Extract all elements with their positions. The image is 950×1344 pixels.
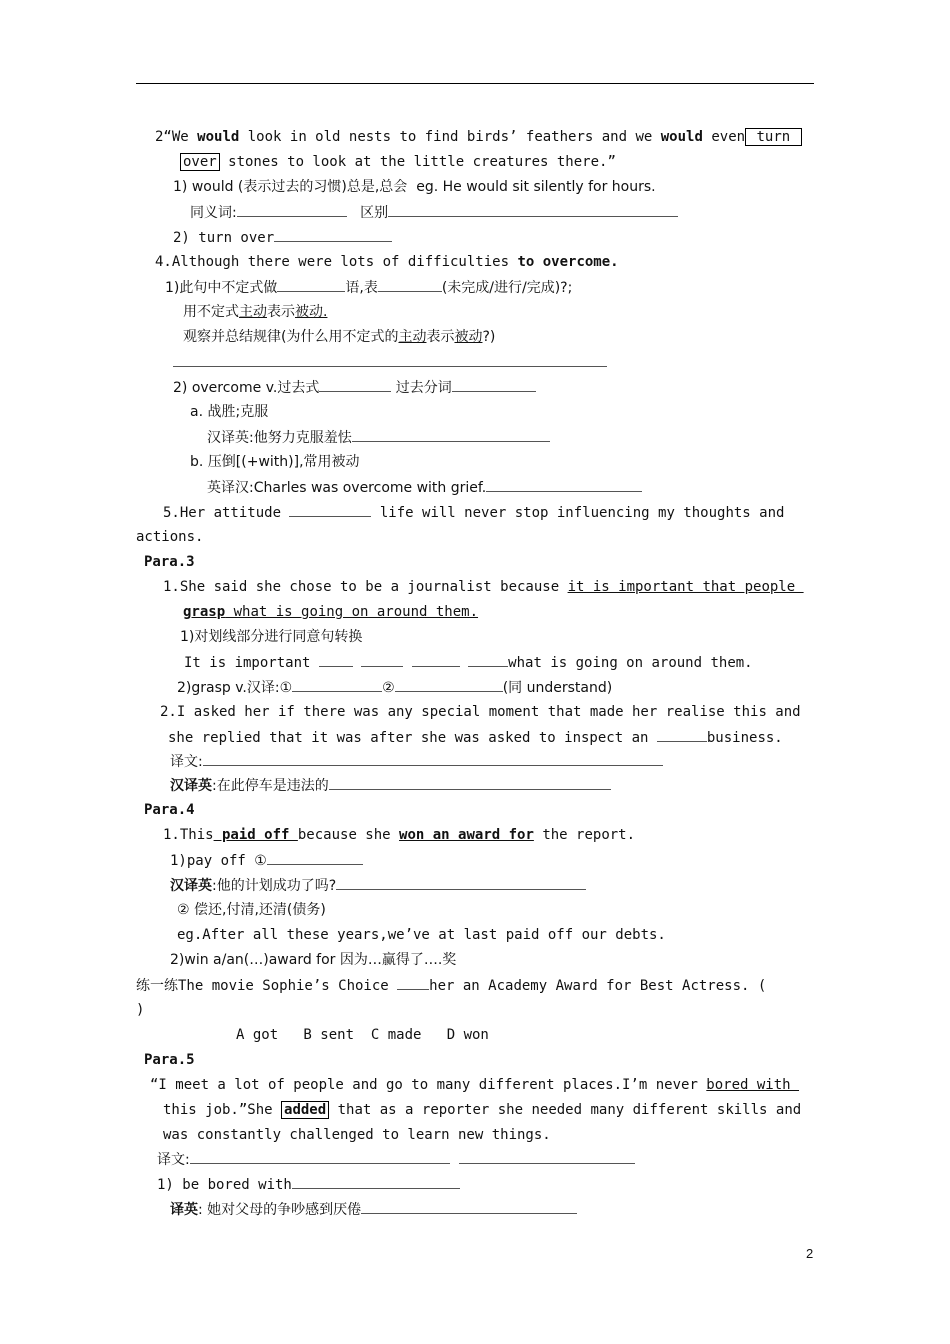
para5-line2: this job.”She added that as a reporter she needed many different skills and: [163, 1102, 802, 1118]
q2-synonyms: 同义词: 区别: [190, 202, 678, 223]
boxed-phrase: turn: [745, 128, 802, 146]
para3-title: Para.3: [144, 554, 195, 570]
boxed-phrase: over: [180, 153, 220, 171]
q2-line2: over stones to look at the little creatures there.”: [180, 152, 616, 172]
para5-title: Para.5: [144, 1052, 195, 1068]
para4-example: eg.After all these years,we’ve at last paid off our debts.: [177, 927, 666, 943]
q4-line1: 4.Although there were lots of difficulties to overcome.: [155, 254, 619, 270]
q2-sub1: 1) would (表示过去的习惯)总是,总会 eg. He would sit silently for hours.: [173, 179, 656, 195]
para5-translation: 译文:: [157, 1149, 635, 1170]
q4-observe: 观察并总结规律(为什么用不定式的主动表示被动?): [183, 329, 496, 345]
para4-q1: 1.This paid off because she won an award for the report.: [163, 827, 636, 843]
para3-sub2: 2)grasp v.汉译:① ② (同 understand): [177, 677, 612, 698]
q4-meaning-b: b. 压倒[(+with)],常用被动: [190, 454, 360, 470]
para5-line3: was constantly challenged to learn new things.: [163, 1127, 551, 1143]
para4-chinese-to-english: 汉译英:他的计划成功了吗?: [170, 875, 586, 896]
q5-line2: actions.: [136, 529, 204, 545]
q4-meaning-a: a. 战胜;克服: [190, 404, 269, 420]
q5-line1: 5.Her attitude life will never stop influencing my thoughts and: [163, 502, 784, 523]
para4-practice: 练一练The movie Sophie’s Choice her an Academy Award for Best Actress. (: [136, 975, 766, 996]
q4-rule-note: 用不定式主动表示被动.: [183, 304, 328, 320]
para3-q2-line2: she replied that it was after she was asked to inspect an business.: [168, 727, 783, 748]
page-number: 2: [806, 1246, 814, 1261]
para3-translation: 译文:: [170, 751, 663, 772]
para3-sub1-exercise: It is important what is going on around them.: [184, 652, 753, 673]
para4-title: Para.4: [144, 802, 195, 818]
q4-sub1: 1)此句中不定式做 语,表 (未完成/进行/完成)?;: [165, 277, 572, 298]
q4-sub2: 2) overcome v.过去式 过去分词: [173, 377, 536, 398]
para4-sub2: 2)win a/an(…)award for 因为…赢得了….奖: [170, 952, 457, 968]
para3-q1-line2: grasp what is going on around them.: [183, 604, 479, 620]
para5-line1: “I meet a lot of people and go to many different places.I’m never bored with: [150, 1077, 800, 1093]
para3-sub1: 1)对划线部分进行同意句转换: [180, 629, 363, 645]
para5-chinese-to-english: 译英: 她对父母的争吵感到厌倦: [170, 1199, 577, 1220]
para3-q2-line1: 2.I asked her if there was any special moment that made her realise this and: [160, 704, 801, 720]
q4-answer-line: [173, 352, 607, 373]
q4-translate-a: 汉译英:他努力克服羞怯: [207, 427, 550, 448]
para5-sub1: 1) be bored with: [157, 1174, 460, 1195]
para3-q1-line1: 1.She said she chose to be a journalist because it is important that people: [163, 579, 804, 595]
boxed-word: added: [281, 1101, 329, 1119]
q2-sub2: 2) turn over: [173, 227, 392, 248]
para4-sub1-meaning2: ② 偿还,付清,还清(债务): [177, 902, 326, 918]
q2-line1: 2“We would look in old nests to find birds’ feathers and we would even turn: [155, 127, 802, 147]
para3-chinese-to-english: 汉译英:在此停车是违法的: [170, 775, 611, 796]
para4-options: A got B sent C made D won: [236, 1027, 489, 1043]
header-rule: [136, 83, 814, 84]
para4-practice-close: ): [136, 1002, 145, 1018]
q4-translate-b: 英译汉:Charles was overcome with grief.: [207, 477, 642, 498]
para4-sub1: 1)pay off ①: [170, 850, 363, 871]
